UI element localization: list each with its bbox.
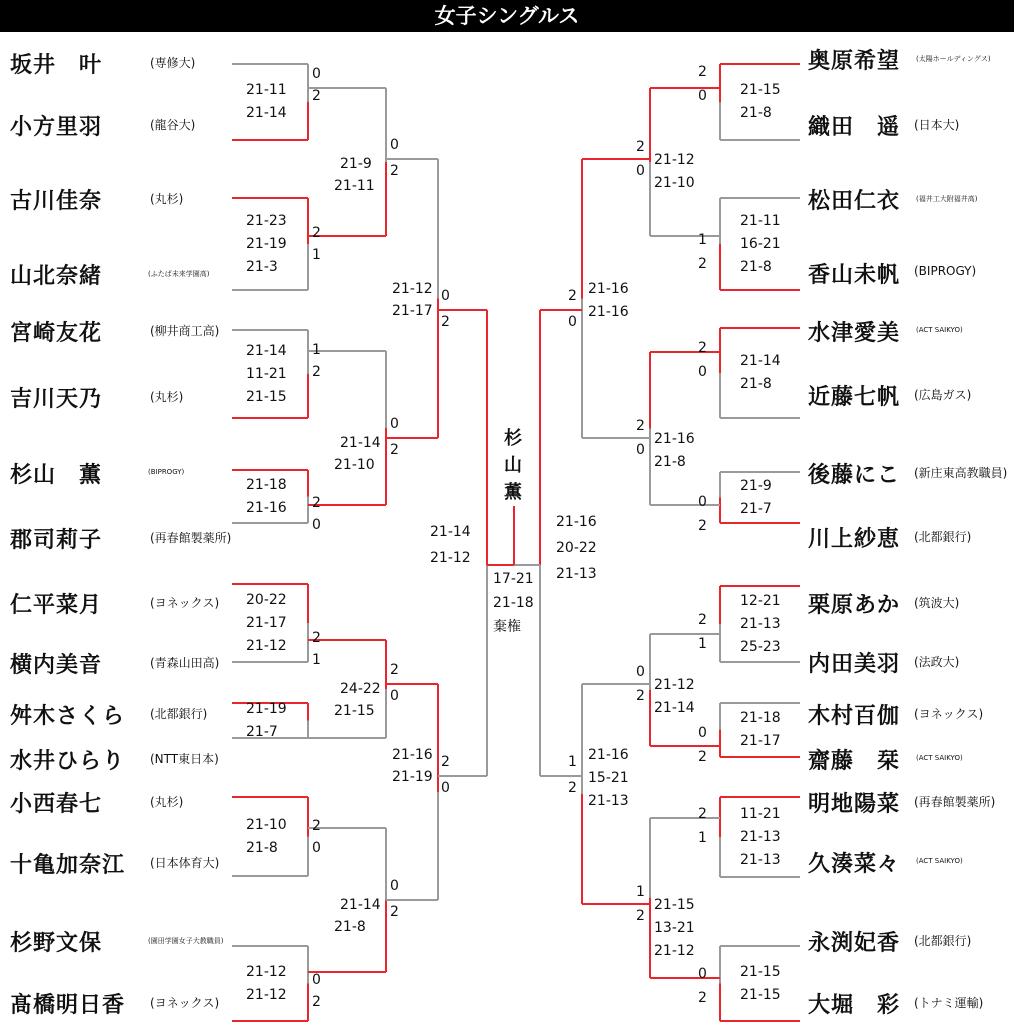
player-affiliation: (福井工大附福井高) (916, 195, 978, 203)
game-score: 21-14 (740, 353, 781, 369)
games-won: 0 (636, 163, 645, 179)
game-score: 11-21 (740, 805, 781, 822)
games-won: 0 (636, 664, 645, 680)
games-won: 0 (698, 966, 707, 982)
player-name: 水井ひらり (10, 749, 126, 774)
games-won: 2 (390, 163, 399, 179)
player-name: 近藤七帆 (808, 385, 901, 410)
game-score: 15-21 (588, 770, 629, 786)
game-score: 21-8 (334, 919, 366, 935)
game-score: 21-12 (246, 637, 287, 654)
player-name: 後藤にこ (808, 463, 901, 488)
player-affiliation: (ACT SAIKYO) (916, 857, 963, 865)
player-affiliation: (園田学園女子大教職員) (148, 937, 224, 945)
game-score: 21-13 (740, 828, 781, 845)
game-score: 21-10 (246, 816, 287, 833)
games-won: 0 (636, 442, 645, 458)
games-won: 1 (312, 342, 321, 358)
game-score: 21-16 (654, 431, 695, 447)
games-won: 0 (390, 878, 399, 894)
game-score: 21-9 (340, 156, 372, 172)
player-name: 松田仁衣 (808, 189, 901, 214)
game-score: 21-15 (654, 897, 695, 913)
games-won: 2 (390, 662, 399, 678)
player-name: 舛木さくら (10, 704, 126, 729)
games-won: 2 (390, 904, 399, 920)
game-score: 21-12 (392, 281, 433, 297)
game-score: 21-19 (392, 769, 433, 785)
games-won: 2 (636, 418, 645, 434)
game-score: 21-10 (654, 175, 695, 191)
game-score: 21-16 (588, 747, 629, 763)
game-score: 21-16 (588, 281, 629, 297)
game-score: 21-14 (340, 435, 381, 451)
player-affiliation: (日本大) (914, 118, 960, 132)
player-name: 久湊菜々 (808, 852, 901, 877)
player-affiliation: (新庄東高教職員) (914, 466, 1008, 480)
player-name: 明地陽菜 (808, 792, 901, 817)
player-affiliation: (トナミ運輸) (914, 996, 984, 1010)
games-won: 0 (441, 780, 450, 796)
game-score: 21-11 (740, 212, 781, 229)
games-won: 2 (698, 340, 707, 356)
games-won: 2 (312, 495, 321, 511)
player-affiliation: (北都銀行) (914, 934, 972, 948)
game-score: 21-15 (740, 986, 781, 1003)
player-affiliation: (ACT SAIKYO) (916, 754, 963, 762)
game-score: 21-12 (654, 943, 695, 959)
player-name: 古川佳奈 (10, 189, 103, 214)
game-score: 21-10 (334, 457, 375, 473)
game-score: 21-11 (246, 82, 287, 98)
game-score: 21-16 (588, 304, 629, 320)
game-score: 21-14 (246, 105, 287, 121)
games-won: 1 (568, 754, 577, 770)
games-won: 2 (698, 256, 707, 272)
game-score: 21-12 (654, 152, 695, 168)
games-won: 0 (568, 314, 577, 330)
player-name: 奥原希望 (808, 49, 901, 74)
player-affiliation: (BIPROGY) (148, 468, 185, 476)
game-score: 21-15 (334, 703, 375, 719)
games-won: 0 (312, 840, 321, 856)
game-score: 21-12 (246, 986, 287, 1003)
game-score: 21-16 (392, 747, 433, 763)
player-affiliation: (ヨネックス) (150, 996, 220, 1010)
game-score: 21-16 (556, 514, 597, 530)
games-won: 2 (568, 780, 577, 796)
player-name: 杉野文保 (10, 931, 103, 956)
player-affiliation: (NTT東日本) (150, 752, 219, 766)
games-won: 0 (312, 66, 321, 82)
player-affiliation: (ヨネックス) (150, 596, 220, 610)
game-score: 21-8 (740, 376, 772, 392)
game-score: 21-9 (740, 477, 772, 494)
player-name: 吉川天乃 (10, 387, 103, 412)
games-won: 2 (312, 225, 321, 241)
player-affiliation: (ヨネックス) (914, 707, 984, 721)
player-affiliation: (専修大) (150, 56, 196, 70)
player-name: 水津愛美 (808, 321, 901, 346)
player-name: 香山未帆 (808, 263, 901, 288)
player-affiliation: (太陽ホールディングス) (916, 55, 991, 63)
game-score: 21-7 (740, 500, 772, 517)
games-won: 2 (698, 806, 707, 822)
games-won: 0 (698, 88, 707, 104)
game-score: 21-8 (740, 258, 772, 275)
game-score: 21-13 (740, 615, 781, 632)
game-score: 25-23 (740, 638, 781, 655)
player-name: 川上紗恵 (808, 527, 901, 552)
player-affiliation: (丸杉) (150, 390, 184, 404)
player-affiliation: (北都銀行) (914, 530, 972, 544)
games-won: 2 (698, 990, 707, 1006)
game-score: 21-7 (246, 723, 278, 740)
player-name: 小西春七 (10, 792, 103, 817)
games-won: 1 (698, 830, 707, 846)
game-score: 21-23 (246, 212, 287, 229)
game-score: 21-13 (588, 793, 629, 809)
games-won: 1 (312, 247, 321, 263)
game-score: 21-11 (334, 178, 375, 194)
game-score: 21-14 (340, 897, 381, 913)
player-name: 山北奈緒 (10, 264, 103, 289)
game-score: 21-13 (556, 566, 597, 582)
game-score: 棄権 (493, 619, 521, 635)
player-name: 木村百伽 (808, 704, 901, 729)
player-name: 十亀加奈江 (10, 853, 126, 878)
game-score: 21-14 (246, 342, 287, 359)
game-score: 21-14 (430, 524, 471, 540)
games-won: 2 (441, 754, 450, 770)
game-score: 21-19 (246, 235, 287, 252)
player-name: 郡司莉子 (10, 528, 103, 553)
game-score: 16-21 (740, 235, 781, 252)
player-affiliation: (BIPROGY) (914, 264, 977, 278)
player-affiliation: (柳井商工高) (150, 324, 220, 338)
games-won: 1 (698, 636, 707, 652)
player-affiliation: (北都銀行) (150, 707, 208, 721)
game-score: 17-21 (493, 571, 534, 587)
player-name: 小方里羽 (10, 115, 103, 140)
player-name: 内田美羽 (808, 652, 901, 677)
games-won: 2 (390, 442, 399, 458)
game-score: 20-22 (556, 540, 597, 556)
champion-name: 杉 (504, 428, 522, 449)
game-score: 21-8 (654, 454, 686, 470)
game-score: 21-18 (246, 476, 287, 493)
games-won: 0 (312, 517, 321, 533)
game-score: 12-21 (740, 592, 781, 609)
champion-name: 薫 (504, 482, 522, 503)
games-won: 2 (568, 288, 577, 304)
games-won: 2 (698, 749, 707, 765)
player-affiliation: (ACT SAIKYO) (916, 326, 963, 334)
games-won: 2 (636, 139, 645, 155)
games-won: 2 (312, 994, 321, 1010)
player-affiliation: (龍谷大) (150, 118, 196, 132)
player-name: 髙橋明日香 (10, 993, 126, 1018)
games-won: 0 (441, 288, 450, 304)
game-score: 21-3 (246, 258, 278, 275)
player-affiliation: (青森山田高) (150, 656, 220, 670)
game-score: 11-21 (246, 365, 287, 382)
player-name: 永渕妃香 (808, 931, 901, 956)
games-won: 2 (698, 64, 707, 80)
games-won: 0 (312, 972, 321, 988)
game-score: 21-15 (246, 388, 287, 405)
game-score: 21-17 (740, 733, 781, 749)
game-score: 21-15 (740, 82, 781, 98)
game-score: 20-22 (246, 591, 287, 608)
player-name: 大堀 彩 (808, 993, 901, 1018)
games-won: 0 (390, 416, 399, 432)
games-won: 2 (312, 364, 321, 380)
games-won: 0 (698, 494, 707, 510)
game-score: 13-21 (654, 920, 695, 936)
games-won: 0 (698, 364, 707, 380)
game-score: 21-8 (740, 105, 772, 121)
games-won: 1 (698, 232, 707, 248)
player-affiliation: (広島ガス) (914, 388, 972, 402)
game-score: 21-15 (740, 963, 781, 980)
player-affiliation: (再春館製薬所) (150, 531, 232, 545)
page-title: 女子シングルス (0, 0, 1014, 32)
player-name: 織田 遥 (808, 115, 901, 140)
player-affiliation: (筑波大) (914, 596, 960, 610)
player-affiliation: (法政大) (914, 655, 960, 669)
player-name: 横内美音 (10, 653, 103, 678)
player-affiliation: (再春館製薬所) (914, 795, 996, 809)
player-affiliation: (丸杉) (150, 795, 184, 809)
game-score: 21-18 (493, 595, 534, 611)
games-won: 2 (441, 314, 450, 330)
player-affiliation: (ふたば未来学園高) (148, 270, 210, 278)
games-won: 2 (636, 908, 645, 924)
games-won: 2 (636, 688, 645, 704)
game-score: 21-12 (246, 963, 287, 980)
champion-name: 山 (504, 455, 522, 476)
player-name: 栗原あか (808, 593, 901, 618)
player-name: 坂井 叶 (10, 53, 103, 78)
games-won: 2 (312, 88, 321, 104)
game-score: 24-22 (340, 681, 381, 697)
game-score: 21-16 (246, 499, 287, 516)
game-score: 21-17 (392, 303, 433, 319)
games-won: 1 (312, 652, 321, 668)
games-won: 0 (698, 725, 707, 741)
games-won: 2 (312, 818, 321, 834)
game-score: 21-8 (246, 839, 278, 856)
games-won: 2 (698, 518, 707, 534)
player-affiliation: (日本体育大) (150, 856, 220, 870)
game-score: 21-14 (654, 700, 695, 716)
games-won: 0 (390, 688, 399, 704)
game-score: 21-17 (246, 614, 287, 631)
player-name: 杉山 薫 (10, 463, 103, 488)
player-name: 宮崎友花 (10, 321, 103, 346)
player-name: 仁平菜月 (10, 593, 103, 618)
games-won: 2 (312, 630, 321, 646)
game-score: 21-19 (246, 700, 287, 717)
game-score: 21-13 (740, 851, 781, 868)
games-won: 1 (636, 884, 645, 900)
games-won: 0 (390, 137, 399, 153)
player-affiliation: (丸杉) (150, 192, 184, 206)
game-score: 21-12 (654, 677, 695, 693)
player-name: 齋藤 栞 (808, 749, 901, 774)
games-won: 2 (698, 612, 707, 628)
game-score: 21-18 (740, 710, 781, 726)
game-score: 21-12 (430, 550, 471, 566)
